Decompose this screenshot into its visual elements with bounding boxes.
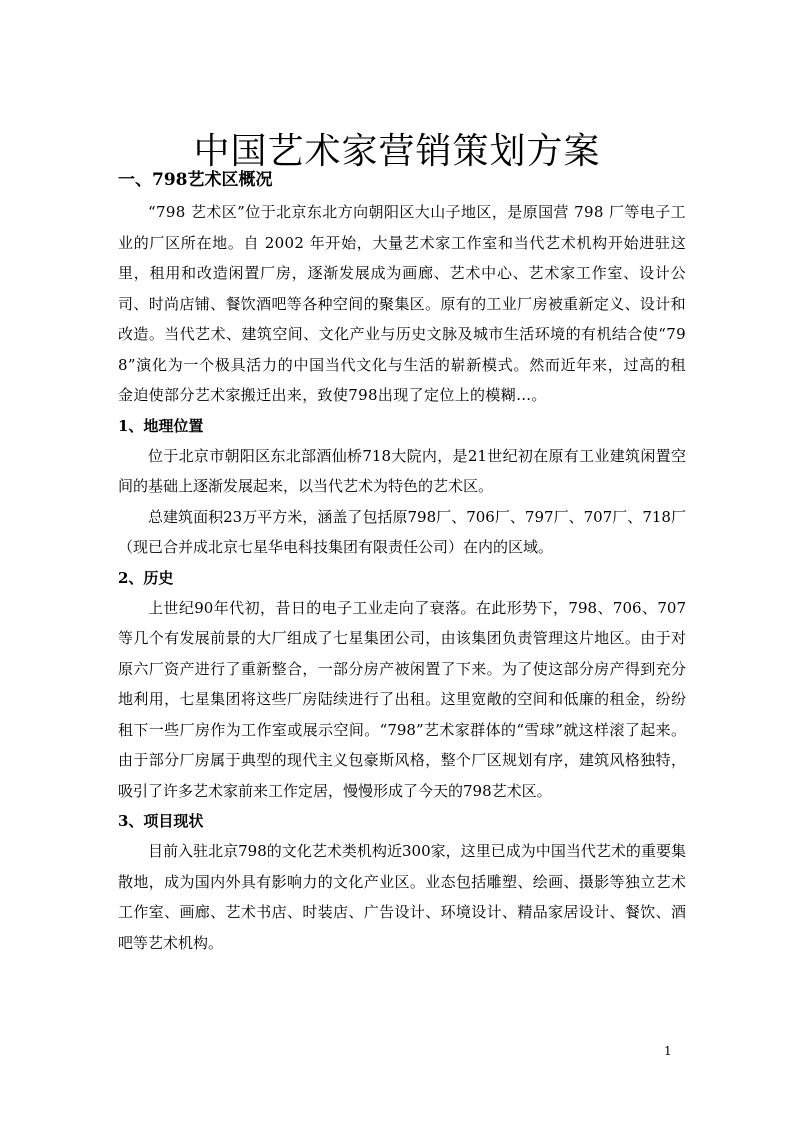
paragraph-location-1: 位于北京市朝阳区东北部酒仙桥718大院内，是21世纪初在原有工业建筑闲置空间的基础上逐渐发展起来，以当代艺术为特色的艺术区。	[118, 446, 686, 495]
paragraph-location-2: 总建筑面积23万平方米，涵盖了包括原798厂、706厂、797厂、707厂、718厂（现已合并成北京七星华电科技集团有限责任公司）在内的区域。	[118, 507, 686, 556]
paragraph-history: 上世纪90年代初，昔日的电子工业走向了衰落。在此形势下，798、706、707等几个有发展前景的大厂组成了七星集团公司，由该集团负责管理这片地区。由于对原六厂资产进行了重新整合，一部分房产被闲置了下来。为了使这部分房产得到充分地利用，七星集团将这些厂房陆续进行了出租。这里宽敞的空间和低廉的租金，纷纷租下一些厂房作为工作室或展示空间。“798”艺术家群体的“雪球”就这样滚了起来。由于部分厂房属于典型的现代主义包豪斯风格，整个厂区规划有序，建筑风格独特，吸引了许多艺术家前来工作定居，慢慢形成了今天的798艺术区。	[118, 598, 686, 800]
subsection-heading-status: 3、项目现状	[118, 812, 204, 830]
subsection-heading-history: 2、历史	[118, 568, 174, 587]
page-number: 1	[664, 1044, 672, 1058]
subsection-heading-location: 1、地理位置	[118, 416, 204, 435]
paragraph-status: 目前入驻北京798的文化艺术类机构近300家，这里已成为中国当代艺术的重要集散地，成为国内外具有影响力的文化产业区。业态包括雕塑、绘画、摄影等独立艺术工作室、画廊、艺术书店、时装店、广告设计、环境设计、精品家居设计、餐饮、酒吧等艺术机构。	[118, 842, 686, 952]
document-body	[118, 163, 686, 958]
paragraph-overview: “798 艺术区”位于北京东北方向朝阳区大山子地区，是原国营 798 厂等电子工业的厂区所在地。自 2002 年开始，大量艺术家工作室和当代艺术机构开始进驻这里，租用和改造闲置厂房，逐渐发展成为画廊、艺术中心、艺术家工作室、设计公司、时尚店铺、餐饮酒吧等各种空间的聚集区。原有的工业厂房被重新定义、设计和改造。当代艺术、建筑空间、文化产业与历史文脉及城市生活环境的有机结合使“798”演化为一个极具活力的中国当代文化与生活的崭新模式。然而近年来，过高的租金迫使部分艺术家搬迁出来，致使798出现了定位上的模糊…。	[118, 203, 686, 404]
document-title: 中国艺术家营销策划方案	[193, 131, 601, 173]
section-heading-overview: 一、798艺术区概况	[118, 170, 273, 190]
